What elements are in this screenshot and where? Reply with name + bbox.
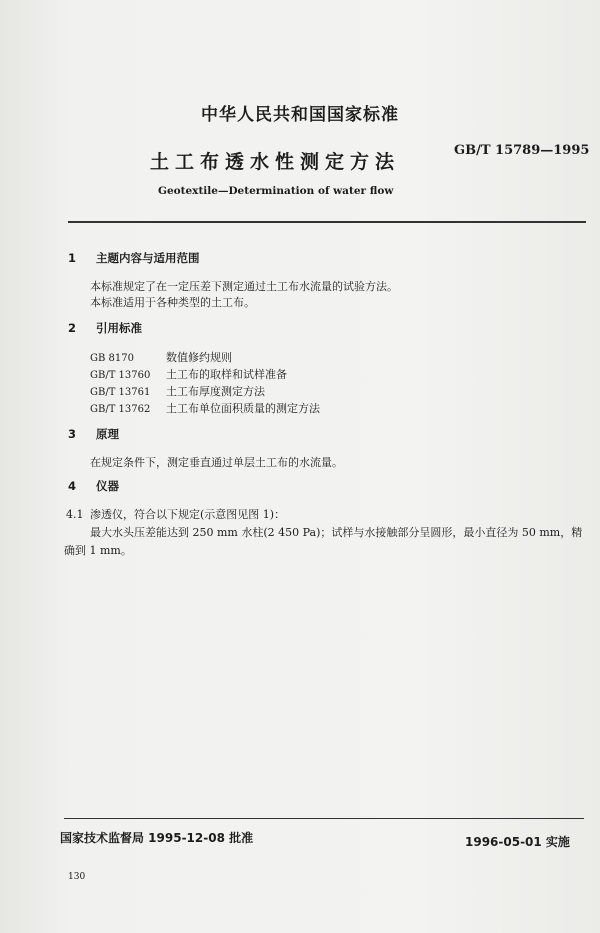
section-number: 4 [68,479,77,493]
section-3-paragraph: 在规定条件下，测定垂直通过单层土工布的水流量。 [90,456,343,469]
reference-code: GB/T 13761 [90,387,151,398]
national-standard-heading: 中华人民共和国国家标准 [201,105,399,125]
reference-code: GB/T 13762 [90,404,151,415]
reference-title: 数值修约规则 [166,351,232,364]
reference-item [90,400,320,416]
section-title: 原理 [96,427,119,441]
section-1-heading [68,250,200,266]
reference-code: GB 8170 [90,353,134,364]
english-title: Geotextile—Determination of water flow [158,185,394,197]
subsection-number: 4.1 [66,508,84,521]
subsection-4-1-line-3: 确到 1 mm。 [64,544,132,557]
section-title: 主题内容与适用范围 [96,251,200,265]
footer-divider [64,818,584,819]
reference-code: GB/T 13760 [90,370,151,381]
section-title: 引用标准 [96,321,142,335]
section-2-heading [68,320,142,336]
header-divider [68,221,586,223]
subsection-text: 渗透仪，符合以下规定(示意图见图 1)： [90,508,286,521]
reference-title: 土工布的取样和试样准备 [166,368,287,381]
reference-item [90,383,265,399]
page-number: 130 [68,872,86,882]
section-number: 2 [68,321,77,335]
reference-title: 土工布单位面积质量的测定方法 [166,402,320,415]
section-1-paragraph-1: 本标准规定了在一定压差下测定通过土工布水流量的试验方法。 [90,280,398,293]
section-title: 仪器 [96,479,119,493]
section-1-paragraph-2: 本标准适用于各种类型的土工布。 [90,296,255,309]
reference-item [90,349,232,365]
section-number: 1 [68,251,77,265]
section-4-heading [68,478,119,494]
standard-code: GB/T 15789—1995 [454,143,590,158]
subsection-4-1 [66,506,285,522]
section-number: 3 [68,427,77,441]
document-title: 土工布透水性测定方法 [150,151,401,173]
reference-title: 土工布厚度测定方法 [166,385,265,398]
subsection-4-1-line-2: 最大水头压差能达到 250 mm 水柱(2 450 Pa)；试样与水接触部分呈圆形，最小直径为 50 mm，精 [90,526,583,539]
section-3-heading [68,426,119,442]
issued-date: 国家技术监督局 1995-12-08 批准 [60,831,254,845]
reference-item [90,366,287,382]
effective-date: 1996-05-01 实施 [465,835,570,849]
